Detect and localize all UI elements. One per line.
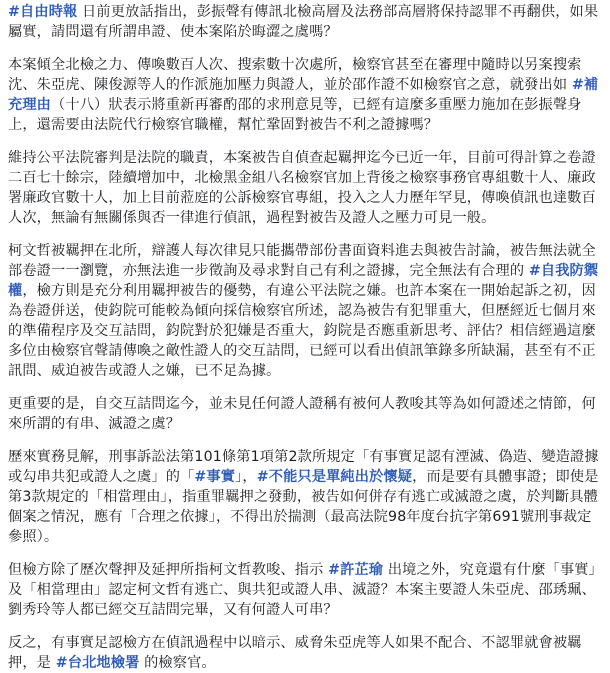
hashtag-link[interactable]: #許芷瑜 [328, 562, 384, 578]
paragraph-text: 出境之外，究竟還有什麼「事實」及「相當理由」認定柯文哲有逃亡、與共犯或證人串、滅證？本案主要證人朱亞虎、邵琇珮、劉秀玲等人都已經交互詰問完畢，又有何證人可串？ [8, 562, 596, 618]
post-paragraph [8, 447, 602, 547]
hashtag-link[interactable]: #事實 [194, 469, 236, 485]
paragraph-text: 但檢方除了歷次聲押及延押所指柯文哲教唆、指示 [8, 562, 329, 578]
paragraph-text: 本案傾全北檢之力、傳喚數百人次、搜索數十次處所，檢察官甚至在審理中隨時以另案搜索沈、朱亞虎、陳俊源等人的作派施加壓力與證人，並於邵作證不如檢察官之意，就發出如 [8, 57, 582, 93]
paragraph-text: 」， [235, 469, 257, 485]
post-paragraph [8, 2, 602, 42]
paragraph-text: 的檢察官。 [139, 655, 216, 671]
paragraph-text: （十八）狀表示將重新再審酌邵的求刑意見等，已經有這麼多重壓力施加在彭振聲身上，還需要由法院代行檢察官職權，幫忙鞏固對被告不利之證據嗎？ [8, 97, 582, 133]
post-paragraph [8, 148, 602, 228]
hashtag-link[interactable]: #自由時報 [8, 4, 78, 20]
post-paragraph [8, 394, 602, 434]
paragraph-text: ，而是要有具體事證；即使是第3款規定的「相當理由」，指重罪羈押之發動，被告如何併存有逃亡或滅證之虞，於判斷具體個案之情況，應有「合理之依據」，不得出於揣測（最高法院98年度台抗字第691號刑事裁定參照）。 [8, 469, 599, 545]
post-paragraph [8, 55, 602, 135]
hashtag-link[interactable]: #台北地檢署 [55, 655, 140, 671]
paragraph-text: 維持公平法院審判是法院的職責，本案被告自偵查起羈押迄今已近一年，目前可得計算之卷證二百七十餘宗，陸續增加中，北檢黑金組八名檢察官加上背後之檢察事務官專組數十人、廉政署廉政官數十人，加上目前蒞庭的公訴檢察官專組，投入之人力歷年罕見，傳喚偵訊也達數百人次，無論有無關係與否一律進行偵訊，過程對被告及證人之壓力可見一般。 [8, 150, 596, 226]
post-paragraph [8, 241, 602, 381]
hashtag-link[interactable]: #不能只是單純出於懷疑 [256, 469, 413, 485]
paragraph-text: 更重要的是，自交互詰問迄今，並未見任何證人證稱有被何人教唆其等為如何證述之情節，何來所謂的有串、滅證之虞？ [8, 396, 596, 432]
paragraph-text: 日前更放話指出，彭振聲有傳訊北檢高層及法務部高層將保持認罪不再翻供，如果屬實，請問還有所謂串證、使本案陷於晦澀之虞嗎？ [8, 4, 599, 40]
paragraph-text: 反之，有事實足認檢方在偵訊過程中以暗示、威脅朱亞虎等人如果不配合、不認罪就會被羈押，是 [8, 635, 582, 671]
hashtag-link[interactable]: #自我防禦權 [8, 263, 599, 299]
hashtag-link[interactable]: #補充理由 [8, 77, 599, 113]
post-paragraph [8, 633, 602, 673]
post-paragraph [8, 560, 602, 620]
paragraph-text: ，檢方則是充分利用羈押被告的優勢，有違公平法院之嫌。也許本案在一開始起訴之初，因為卷證併送，使鈞院可能較為傾向採信檢察官所述，認為被告有犯罪重大，但歷經近七個月來的準備程序及交互詰問，鈞院對於犯嫌是否重大，鈞院是否應重新思考、評估？相信經過這麼多位由檢察官聲請傳喚之敵性證人的交互詰問，已經可以看出偵訊筆錄多所缺漏，甚至有不正訊問、威迫被告或證人之嫌，已不足為據。 [8, 283, 596, 379]
paragraph-text: 歷來實務見解，刑事訴訟法第101條第1項第2款所規定「有事實足認有湮滅、偽造、變造證據或勾串共犯或證人之虞」的「 [8, 449, 599, 485]
paragraph-text: 柯文哲被羈押在北所，辯護人每次律見只能攜帶部份書面資料進去與被告討論，被告無法就全部卷證一一瀏覽，亦無法進一步徵詢及尋求對自己有利之證據，完全無法有合理的 [8, 243, 596, 279]
